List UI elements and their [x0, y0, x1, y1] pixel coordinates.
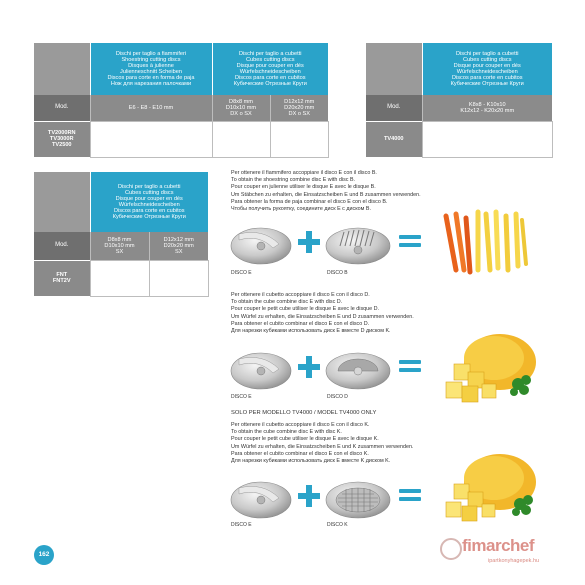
shoestring-fries-illustration [438, 208, 530, 276]
disc-e-illustration [229, 474, 293, 520]
availability-cell [90, 260, 149, 296]
table-header-cubes: Dischi per taglio a cubetti Cubes cutting discs Disque pour couper en dés Würfelschneidescheiben Discos para corte en cubitos Кубические Отрезные Круги [422, 43, 552, 95]
brand-logo-text: fimarchef [462, 536, 535, 555]
caption-disc-e: DISCO E [231, 394, 252, 400]
plus-icon [298, 231, 320, 253]
disc-d-illustration [324, 345, 392, 391]
page-number-badge [34, 545, 54, 565]
plus-icon [298, 485, 320, 507]
mod-label: Mod. [34, 95, 90, 121]
brand-logo-mark [440, 538, 462, 560]
equals-icon [399, 360, 421, 372]
caption-disc-k: DISCO K [327, 522, 348, 528]
table-header-cubes: Dischi per taglio a cubetti Cubes cutting discs Disque pour couper en dés Würfelschneidescheiben Discos para corte en cubitos Кубические Отрезные Круги [212, 43, 328, 95]
disc-size-cell: D8x8 mm D10x10 mm SX [90, 232, 149, 260]
availability-cell [422, 121, 552, 157]
spec-table-fnt [34, 172, 209, 297]
diced-potato-illustration [438, 328, 542, 408]
brand-logo [440, 536, 570, 566]
brand-logo-url: ipartkonyhagepek.hu [488, 558, 540, 564]
table-corner [34, 43, 90, 95]
section-title-tv4000: SOLO PER MODELLO TV4000 / MODEL TV4000 ONLY [231, 410, 377, 416]
table-header-cubes: Dischi per taglio a cubetti Cubes cutting discs Disque pour couper en dés Würfelschneidescheiben Discos para corte en cubitos Кубические Отрезные Круги [90, 172, 208, 232]
instructions-shoestring: Per ottenere il fiammifero accoppiare il disco E con il disco B. To obtain the shoestring combine disc E with disc B. Pour couper en julienne utiliser le disque E avec le disque B. Um Stäbchen zu erhalten, die Einsatzscheiben E und B zusammen verwenden. Para obtener la forma de paja combinar el disco E con el disco B. Чтобы получить рукоятку, соедините диск E с диском B. [231, 170, 421, 213]
disc-size-cell: E6 - E8 - E10 mm [90, 95, 212, 121]
disc-size-cell: D8x8 mm D10x10 mm DX o SX [212, 95, 270, 121]
disc-b-illustration [324, 220, 392, 266]
model-list: FNT FNT2V [34, 260, 90, 296]
instructions-cube-k: Per ottenere il cubetto accoppiare il disco E con il disco K. To obtain the cube combine disc E with disc K. Pour couper le petit cube utiliser le disque E avec le disque K. Um Würfel zu erhalten, die Einsatzscheiben E und K zusammen verwenden. Para obtener el cubito combinar el disco E con el disco K. Для нарезки кубиками использовать диск E вместе K диском K. [231, 422, 414, 465]
equals-icon [399, 235, 421, 247]
mod-label: Mod. [366, 95, 422, 121]
disc-e-illustration [229, 345, 293, 391]
caption-disc-e: DISCO E [231, 522, 252, 528]
table-header-shoestring: Dischi per taglio a fiammiferi Shoestring cutting discs Disques à julienne Julienneschnitt Scheiben Discos para corte en forma de paja Нож для нарезания палочками [90, 43, 212, 95]
disc-size-cell: D12x12 mm D20x20 mm DX o SX [270, 95, 328, 121]
caption-disc-e: DISCO E [231, 270, 252, 276]
spec-table-tv4000 [366, 43, 553, 158]
disc-size-cell: D12x12 mm D20x20 mm SX [149, 232, 208, 260]
mod-label: Mod. [34, 232, 90, 260]
caption-disc-b: DISCO B [327, 270, 348, 276]
disc-size-cell: K8x8 - K10x10 K12x12 - K20x20 mm [422, 95, 552, 121]
availability-cell [149, 260, 208, 296]
instructions-cube-d: Per ottenere il cubetto accoppiare il disco E con il disco D. To obtain the cube combine disc E with disc D. Pour couper le petit cube utiliser le disque E avec le disque D. Um Würfel zu erhalten, die Einsatzscheiben E und D zusammen verwenden. Para obtener el cubito combinar el disco E con el disco D. Для нарезки кубиками использовать диск E вместе D диском K. [231, 292, 414, 335]
page-number: 162 [38, 551, 50, 558]
availability-cell [212, 121, 270, 157]
diced-potato-illustration [438, 446, 542, 526]
model-list: TV4000 [366, 121, 422, 157]
table-corner [34, 172, 90, 232]
spec-table-shoestring-cubes [34, 43, 329, 158]
equals-icon [399, 489, 421, 501]
disc-k-illustration [324, 474, 392, 520]
model-list: TV2000RN TV3000R TV2500 [34, 121, 90, 157]
availability-cell [90, 121, 212, 157]
caption-disc-d: DISCO D [327, 394, 348, 400]
table-corner [366, 43, 422, 95]
plus-icon [298, 356, 320, 378]
disc-e-illustration [229, 220, 293, 266]
availability-cell [270, 121, 328, 157]
